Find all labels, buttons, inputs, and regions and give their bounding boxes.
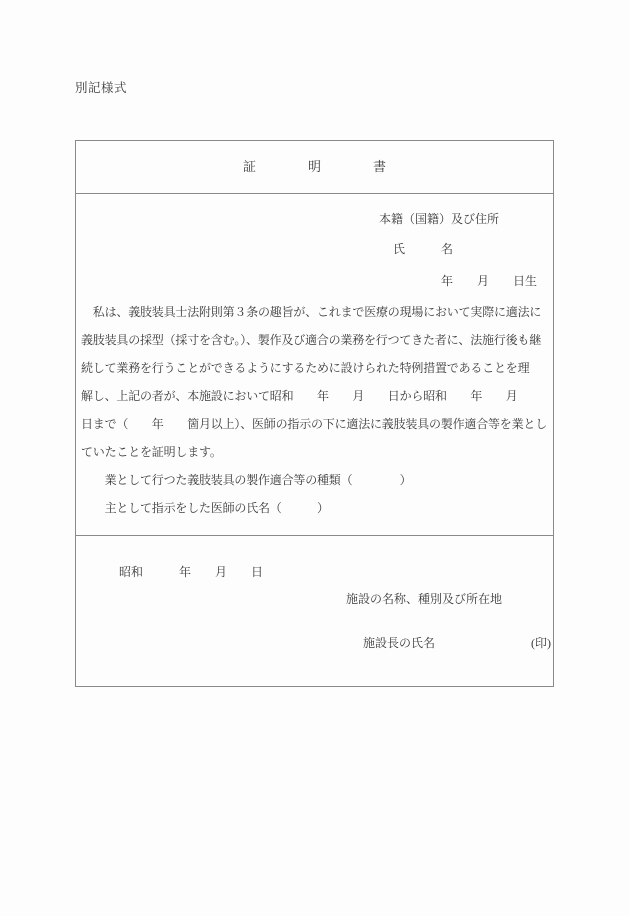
body-line: 続して業務を行うことができるようにするために設けられた特例措置であることを理 <box>81 361 530 375</box>
body-line: 解し、上記の者が、本施設において昭和 年 月 日から昭和 年 月 <box>81 389 518 403</box>
body-line: 日まで（ 年 箇月以上）、医師の指示の下に適法に義肢装具の製作適合等を業とし <box>81 417 548 431</box>
body-line: 業として行つた義肢装具の製作適合等の種類（ ） <box>81 473 412 487</box>
issue-date-line: 昭和 年 月 日 <box>119 565 264 579</box>
birthdate-field-label: 年 月 日生 <box>441 274 538 288</box>
certificate-body <box>81 298 551 522</box>
body-line: 義肢装具の採型（採寸を含む。）、製作及び適合の業務を行つてきた者に、法施行後も継 <box>81 333 542 347</box>
seal-placeholder: (印) <box>531 636 551 650</box>
body-line: ていたことを証明します。 <box>81 445 222 459</box>
facility-name-label: 施設の名称、種別及び所在地 <box>346 592 503 606</box>
name-field-label: 氏 名 <box>393 242 454 256</box>
facility-director-label: 施設長の氏名 <box>363 636 436 650</box>
domicile-field-label: 本籍（国籍）及び住所 <box>379 212 500 226</box>
footer-divider <box>76 535 553 536</box>
title-divider <box>76 193 553 194</box>
form-style-label: 別記様式 <box>75 81 128 95</box>
body-line: 主として指示をした医師の氏名（ ） <box>81 501 329 515</box>
certificate-title: 証 明 書 <box>242 159 386 174</box>
certificate-box <box>75 140 554 687</box>
body-line: 私は、義肢装具士法附則第３条の趣旨が、これまで医療の現場において実際に適法に <box>81 305 542 319</box>
